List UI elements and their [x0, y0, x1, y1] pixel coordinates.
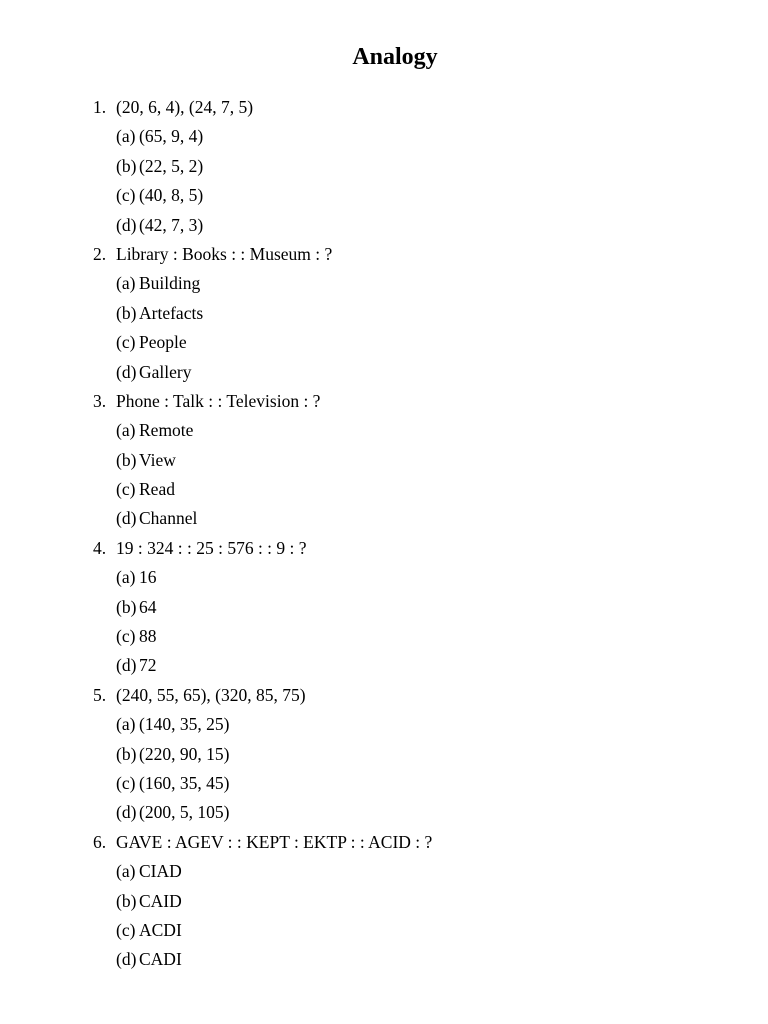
- question-item: [93, 534, 432, 681]
- option-text: (140, 35, 25): [139, 714, 230, 735]
- option-letter: (c): [116, 772, 136, 793]
- option-letter: (a): [116, 567, 136, 588]
- option-letter: (d): [116, 949, 137, 970]
- question-stem: [93, 93, 432, 122]
- answer-option: [93, 593, 432, 622]
- option-text: CADI: [139, 949, 182, 970]
- question-stem: [93, 534, 432, 563]
- option-text: 88: [139, 626, 157, 647]
- option-letter: (b): [116, 449, 137, 470]
- option-text: (160, 35, 45): [139, 772, 230, 793]
- answer-option: [93, 857, 432, 886]
- question-item: [93, 93, 432, 240]
- option-letter: (a): [116, 861, 136, 882]
- question-number: 5.: [93, 684, 107, 705]
- answer-option: [93, 475, 432, 504]
- answer-option: [93, 181, 432, 210]
- question-number: 6.: [93, 831, 107, 852]
- answer-option: [93, 328, 432, 357]
- question-text: Library : Books : : Museum : ?: [116, 243, 333, 264]
- answer-option: [93, 651, 432, 680]
- answer-option: [93, 769, 432, 798]
- option-text: (40, 8, 5): [139, 185, 204, 206]
- option-letter: (b): [116, 743, 137, 764]
- answer-option: [93, 740, 432, 769]
- question-number: 3.: [93, 390, 107, 411]
- answer-option: [93, 710, 432, 739]
- question-text: GAVE : AGEV : : KEPT : EKTP : : ACID : ?: [116, 831, 433, 852]
- answer-option: [93, 299, 432, 328]
- question-number: 4.: [93, 537, 107, 558]
- option-text: Building: [139, 273, 201, 294]
- option-letter: (a): [116, 420, 136, 441]
- option-text: 72: [139, 655, 157, 676]
- option-letter: (b): [116, 302, 137, 323]
- option-letter: (c): [116, 185, 136, 206]
- question-item: [93, 387, 432, 534]
- option-text: CIAD: [139, 861, 182, 882]
- answer-option: [93, 358, 432, 387]
- question-item: [93, 828, 432, 975]
- question-stem: [93, 240, 432, 269]
- answer-option: [93, 504, 432, 533]
- question-item: [93, 681, 432, 828]
- option-text: (42, 7, 3): [139, 214, 204, 235]
- option-letter: (b): [116, 890, 137, 911]
- answer-option: [93, 122, 432, 151]
- question-stem: [93, 387, 432, 416]
- option-text: Read: [139, 479, 175, 500]
- question-list: [93, 93, 432, 975]
- answer-option: [93, 416, 432, 445]
- option-text: (200, 5, 105): [139, 802, 230, 823]
- option-text: (65, 9, 4): [139, 126, 204, 147]
- answer-option: [93, 211, 432, 240]
- answer-option: [93, 798, 432, 827]
- option-letter: (a): [116, 126, 136, 147]
- option-text: 16: [139, 567, 157, 588]
- option-letter: (b): [116, 155, 137, 176]
- question-text: (240, 55, 65), (320, 85, 75): [116, 684, 306, 705]
- option-text: ACDI: [139, 919, 182, 940]
- option-letter: (c): [116, 332, 136, 353]
- answer-option: [93, 916, 432, 945]
- question-item: [93, 240, 432, 387]
- option-text: Gallery: [139, 361, 192, 382]
- option-letter: (c): [116, 626, 136, 647]
- option-text: Remote: [139, 420, 194, 441]
- option-letter: (c): [116, 479, 136, 500]
- answer-option: [93, 945, 432, 974]
- option-letter: (d): [116, 802, 137, 823]
- option-letter: (d): [116, 361, 137, 382]
- question-number: 2.: [93, 243, 107, 264]
- question-text: Phone : Talk : : Television : ?: [116, 390, 321, 411]
- option-text: View: [139, 449, 176, 470]
- page-title: Analogy: [352, 44, 438, 70]
- answer-option: [93, 152, 432, 181]
- option-letter: (a): [116, 714, 136, 735]
- question-number: 1.: [93, 97, 107, 117]
- question-stem: [93, 681, 432, 710]
- option-letter: (d): [116, 655, 137, 676]
- option-text: 64: [139, 596, 157, 617]
- option-letter: (b): [116, 596, 137, 617]
- option-text: Artefacts: [139, 302, 204, 323]
- question-text: (20, 6, 4), (24, 7, 5): [116, 97, 254, 117]
- option-text: CAID: [139, 890, 182, 911]
- option-letter: (d): [116, 508, 137, 529]
- question-text: 19 : 324 : : 25 : 576 : : 9 : ?: [116, 537, 307, 558]
- answer-option: [93, 563, 432, 592]
- question-stem: [93, 828, 432, 857]
- option-text: (22, 5, 2): [139, 155, 204, 176]
- answer-option: [93, 269, 432, 298]
- answer-option: [93, 622, 432, 651]
- option-letter: (a): [116, 273, 136, 294]
- option-text: Channel: [139, 508, 198, 529]
- option-text: (220, 90, 15): [139, 743, 230, 764]
- option-letter: (c): [116, 919, 136, 940]
- option-letter: (d): [116, 214, 137, 235]
- answer-option: [93, 887, 432, 916]
- option-text: People: [139, 332, 187, 353]
- answer-option: [93, 446, 432, 475]
